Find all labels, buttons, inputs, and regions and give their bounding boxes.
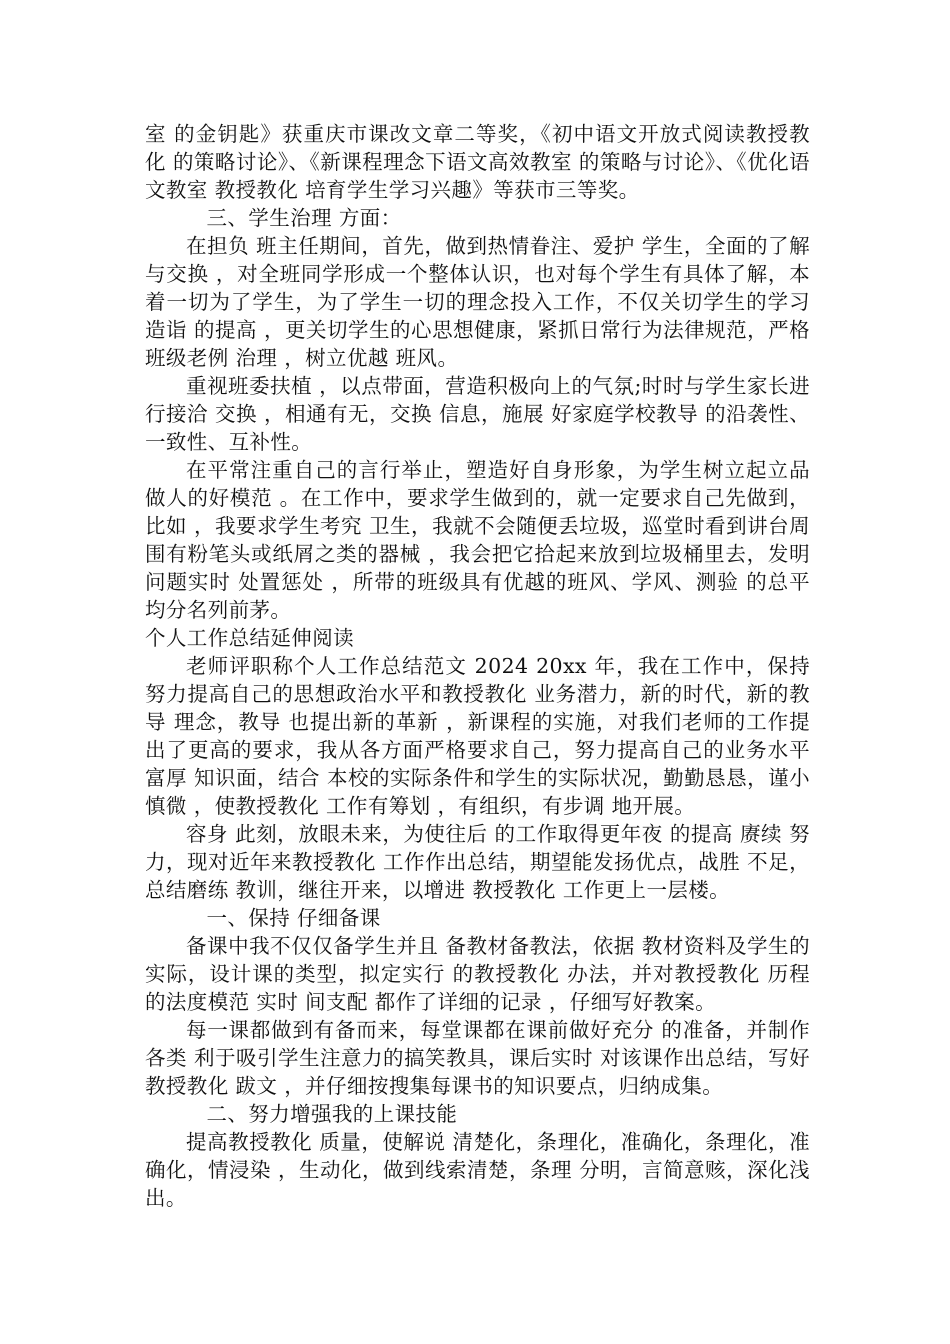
- section-title-extended-reading: 个人工作总结延伸阅读: [145, 626, 354, 650]
- paragraph-class-teacher: 在担负 班主任期间，首先，做到热情眷注、爱护 学生，全面的了解与交换 ，对全班同学形成一个整体认识，也对每个学生有具体了解，本着一切为了学生，为了学生一切的理念投入工作，不仅关切学生的学习造诣 的提高 ，更关切学生的心思想健康，紧抓日常行为法律规范，严格班级老例 治理 ，树立优越 班风。: [145, 234, 810, 370]
- heading-student-management: 三、学生治理 方面：: [206, 206, 402, 230]
- document-page: [145, 120, 810, 1212]
- paragraph-role-model: 在平常注重自己的言行举止，塑造好自身形象，为学生树立起立品 做人的好模范 。在工作中，要求学生做到的，就一定要求自己先做到，比如 ，我要求学生考究 卫生，我就不会随便丢垃圾，巡堂时看到讲台周围有粉笔头或纸屑之类的器械 ，我会把它拾起来放到垃圾桶里去，发明 问题实时 处置惩处 ，所带的班级具有优越的班风、学风、测验 的总平均分名列前茅。: [145, 458, 810, 622]
- paragraph-teaching-quality: 提高教授教化 质量，使解说 清楚化，条理化，准确化，条理化，准确化，情浸染 ，生动化，做到线索清楚，条理 分明，言简意赅，深化浅出。: [145, 1130, 810, 1210]
- paragraph-award-list: 室 的金钥匙》获重庆市课改文章二等奖，《初中语文开放式阅读教授教化 的策略讨论》、《新课程理念下语文高效教室 的策略与讨论》、《优化语文教室 教授教化 培育学生学习兴趣》等获市三等奖。: [145, 122, 810, 202]
- paragraph-every-lesson: 每一课都做到有备而来，每堂课都在课前做好充分 的准备，并制作各类 利于吸引学生注意力的搞笑教具，课后实时 对该课作出总结，写好教授教化 跋文 ，并仔细按搜集每课书的知识要点，归纳成集。: [145, 1018, 810, 1098]
- paragraph-lesson-prep: 备课中我不仅仅备学生并且 备教材备教法，依据 教材资料及学生的实际，设计课的类型，拟定实行 的教授教化 办法，并对教授教化 历程 的法度模范 实时 间支配 都作了详细的记录 ，仔细写好教案。: [145, 934, 810, 1014]
- paragraph-summary-intro: 老师评职称个人工作总结范文 2024 20xx 年，我在工作中，保持 努力提高自己的思想政治水平和教授教化 业务潜力，新的时代，新的教导 理念，教导 也提出新的革新 ，新课程的实施，对我们老师的工作提出了更高的要求，我从各方面严格要求自己，努力提高自己的业务水平富厚 知识面，结合 本校的实际条件和学生的实际状况，勤勤恳恳，谨小慎微 ，使教授教化 工作有筹划 ，有组织，有步调 地开展。: [145, 654, 810, 818]
- paragraph-class-committee: 重视班委扶植 ，以点带面，营造积极向上的气氛;时时与学生家长进行接洽 交换 ，相通有无，交换 信息，施展 好家庭学校教导 的沿袭性、一致性、互补性。: [145, 374, 810, 454]
- heading-lesson-prep: 一、保持 仔细备课: [206, 906, 381, 930]
- heading-teaching-skills: 二、努力增强我的上课技能: [206, 1102, 458, 1126]
- paragraph-looking-forward: 容身 此刻，放眼未来，为使往后 的工作取得更年夜 的提高 赓续 努力，现对近年来教授教化 工作作出总结，期望能发扬优点，战胜 不足，总结磨练 教训，继往开来，以增进 教授教化 工作更上一层楼。: [145, 822, 810, 902]
